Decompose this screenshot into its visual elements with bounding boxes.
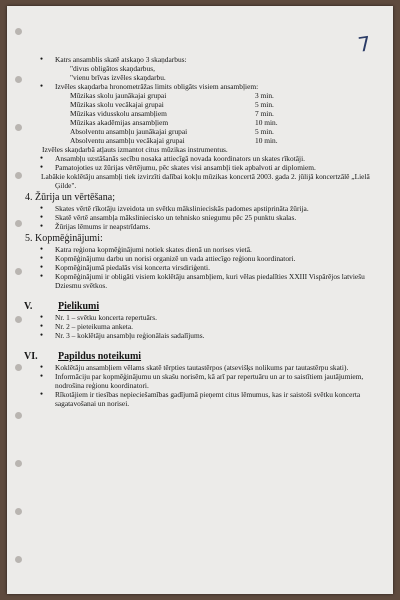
list-item: ● Nr. 2 – pieteikuma anketa. [22, 322, 374, 331]
table-row [22, 109, 374, 118]
list-item: ● Kopmēģinājumā piedalās visi koncerta virsdiriģenti. [22, 263, 374, 272]
duration: 10 min. [255, 136, 278, 145]
list-item: ● Skatē vērtē ansambļa māksliniecisko un tehnisko sniegumu pēc 25 punktu skalas. [22, 213, 374, 222]
list-item: ● Kopmēģinājumu darbu un norisi organizē un vada attiecīgo reģionu koordinatori. [22, 254, 374, 263]
list-item: "divus obligātos skaņdarbus, [70, 64, 155, 73]
duration: 7 min. [255, 109, 274, 118]
table-row [22, 127, 374, 136]
section-number: VI. [24, 351, 38, 362]
group-name: Mūzikas vidusskolu ansambļiem [70, 109, 167, 118]
list-item: ● Katrs ansamblis skatē atskaņo 3 skaņdarbus: [22, 55, 374, 64]
duration: 3 min. [255, 91, 274, 100]
list-item: ● Skates vērtē rīkotāju izveidota un svētku mākslinieciskās padomes apstiprināta žūrija. [22, 204, 374, 213]
section-heading [22, 300, 374, 313]
group-name: Mūzikas skolu vecākajai grupai [70, 100, 164, 109]
list-item: ● Nr. 3 – koklētāju ansambļu reģionālais sadalījums. [22, 331, 374, 340]
table-row [22, 100, 374, 109]
group-name: Absolventu ansambļu vecākajai grupai [70, 136, 185, 145]
section-heading: 5. Kopmēģinājumi: [25, 233, 103, 244]
handwritten-page-number: 7 [356, 31, 373, 57]
section-number: V. [24, 301, 33, 312]
duration: 5 min. [255, 100, 274, 109]
list-item: ● Rīkotājiem ir tiesības nepieciešamības gadījumā pieņemt citus lēmumus, kas ir saistoši svētku koncerta sagatavošanai un norisei. [22, 390, 374, 408]
list-item: ● Ansambļu uzstāšanās secību nosaka attiecīgā novada koordinators un skates rīkotāji. [22, 154, 374, 163]
section-heading: 4. Žūrija un vērtēšana; [25, 192, 115, 203]
paragraph: Izvēles skaņdarbā atļauts izmantot citus mūzikas instrumentus. [42, 145, 228, 154]
group-name: Mūzikas akadēmijas ansambļiem [70, 118, 169, 127]
duration: 10 min. [255, 118, 278, 127]
section-heading [22, 350, 374, 363]
section-title: Pielikumi [58, 301, 100, 312]
list-item: ● Nr. 1 – svētku koncerta repertuārs. [22, 313, 374, 322]
list-item: "vienu brīvas izvēles skaņdarbu. [70, 73, 166, 82]
list-item: ● Kopmēģinājumi ir obligāti visiem koklētāju ansambļiem, kuri vēlas piedalīties XXIII Vispārējos latviešu Dziesmu svētkos. [22, 272, 374, 290]
paragraph: Labākie koklētāju ansambļi tiek izvirzīti dalībai kokļu mūzikas koncertā 2003. gada 2. jūlijā koncertzālē „Lielā Ģilde". [41, 172, 370, 190]
list-item: ● Katra reģiona kopmēģinājumi notiek skates dienā un norises vietā. [22, 245, 374, 254]
list-item: ● Koklētāju ansambļiem vēlams skatē tērpties tautastērpos (atsevišķs nolikums par tautastērpu skati). [22, 363, 374, 372]
group-name: Mūzikas skolu jaunākajai grupai [70, 91, 167, 100]
list-item: ● Izvēles skaņdarba hronometrāžas limits obligāts visiem ansambļiem: [22, 82, 374, 91]
table-row [22, 118, 374, 127]
list-item: ● Informāciju par kopmēģinājumu un skašu norisēm, kā arī par repertuāru un ar to saistītiem jautājumiem, nodrošina reģionu koordinatori. [22, 372, 374, 390]
section-title: Papildus noteikumi [58, 351, 142, 362]
document-body [22, 55, 374, 408]
duration: 5 min. [255, 127, 274, 136]
list-item: ● Žūrijas lēmums ir neapstrīdams. [22, 222, 374, 231]
table-row [22, 91, 374, 100]
table-row [22, 136, 374, 145]
group-name: Absolventu ansambļu jaunākajai grupai [70, 127, 188, 136]
list-item: ● Pamatojoties uz žūrijas vērtējumu, pēc skates visi ansambļi tiek apbalvoti ar diplomiem. [22, 163, 374, 172]
duration-table [22, 91, 374, 145]
